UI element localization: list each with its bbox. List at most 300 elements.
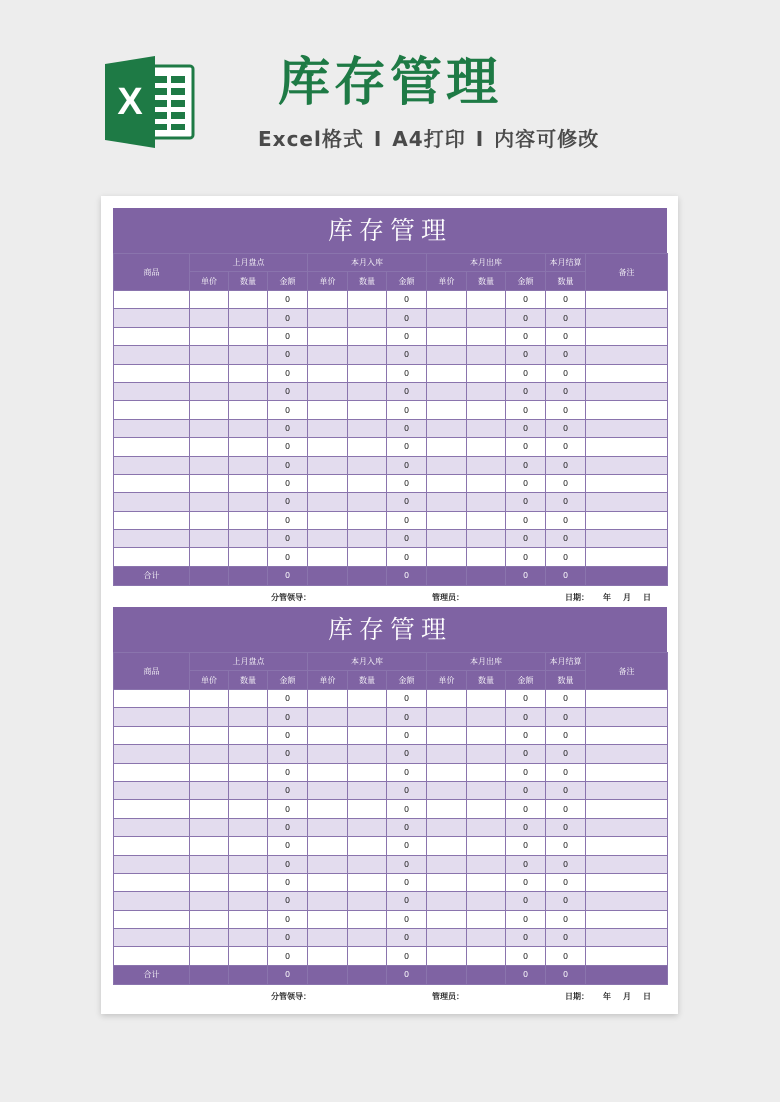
cell-amount[interactable]: 0 (387, 401, 427, 419)
cell-price[interactable] (427, 947, 467, 965)
cell-price[interactable] (427, 726, 467, 744)
cell-note[interactable] (586, 382, 668, 400)
cell-qty[interactable] (348, 910, 387, 928)
cell-amount[interactable]: 0 (268, 456, 308, 474)
cell-amount[interactable]: 0 (506, 438, 546, 456)
cell-amount[interactable]: 0 (268, 818, 308, 836)
cell-note[interactable] (586, 763, 668, 781)
cell-amount[interactable]: 0 (268, 548, 308, 566)
cell-price[interactable] (427, 401, 467, 419)
cell-qty[interactable] (467, 456, 506, 474)
cell-note[interactable] (586, 548, 668, 566)
cell-amount[interactable]: 0 (506, 763, 546, 781)
cell-note[interactable] (586, 364, 668, 382)
cell-price[interactable] (308, 690, 348, 708)
cell-amount[interactable]: 0 (506, 800, 546, 818)
cell-amount[interactable]: 0 (387, 781, 427, 799)
cell-product[interactable] (114, 530, 190, 548)
cell-note[interactable] (586, 947, 668, 965)
cell-price[interactable] (190, 474, 229, 492)
cell-qty[interactable]: 0 (546, 346, 586, 364)
cell-qty[interactable] (229, 346, 268, 364)
cell-note[interactable] (586, 419, 668, 437)
cell-qty[interactable]: 0 (546, 763, 586, 781)
cell-product[interactable] (114, 291, 190, 309)
cell-amount[interactable]: 0 (506, 947, 546, 965)
cell-qty[interactable] (229, 309, 268, 327)
cell-qty[interactable] (348, 947, 387, 965)
cell-note[interactable] (586, 892, 668, 910)
cell-price[interactable] (308, 511, 348, 529)
cell-amount[interactable]: 0 (268, 382, 308, 400)
cell-price[interactable] (308, 309, 348, 327)
cell-note[interactable] (586, 291, 668, 309)
cell-note[interactable] (586, 309, 668, 327)
cell-qty[interactable]: 0 (546, 401, 586, 419)
cell-qty[interactable] (229, 745, 268, 763)
cell-price[interactable] (190, 763, 229, 781)
cell-price[interactable] (190, 910, 229, 928)
cell-qty[interactable] (348, 873, 387, 891)
cell-qty[interactable] (348, 419, 387, 437)
cell-qty[interactable]: 0 (546, 382, 586, 400)
cell-product[interactable] (114, 873, 190, 891)
cell-price[interactable] (190, 548, 229, 566)
cell-qty[interactable]: 0 (546, 873, 586, 891)
cell-qty[interactable] (348, 690, 387, 708)
cell-amount[interactable]: 0 (268, 873, 308, 891)
cell-price[interactable] (308, 456, 348, 474)
cell-qty[interactable]: 0 (546, 745, 586, 763)
cell-qty[interactable] (467, 548, 506, 566)
cell-price[interactable] (190, 511, 229, 529)
cell-qty[interactable] (229, 763, 268, 781)
cell-qty[interactable] (467, 855, 506, 873)
cell-amount[interactable]: 0 (387, 892, 427, 910)
cell-amount[interactable]: 0 (268, 781, 308, 799)
cell-qty[interactable]: 0 (546, 947, 586, 965)
cell-price[interactable] (308, 818, 348, 836)
cell-qty[interactable] (229, 873, 268, 891)
cell-qty[interactable] (348, 474, 387, 492)
cell-amount[interactable]: 0 (268, 855, 308, 873)
cell-qty[interactable] (229, 837, 268, 855)
cell-price[interactable] (427, 690, 467, 708)
cell-product[interactable] (114, 763, 190, 781)
cell-qty[interactable] (467, 346, 506, 364)
cell-qty[interactable]: 0 (546, 493, 586, 511)
cell-amount[interactable]: 0 (387, 346, 427, 364)
cell-amount[interactable]: 0 (387, 493, 427, 511)
cell-qty[interactable] (467, 726, 506, 744)
cell-price[interactable] (308, 745, 348, 763)
cell-product[interactable] (114, 855, 190, 873)
cell-qty[interactable]: 0 (546, 511, 586, 529)
cell-price[interactable] (308, 763, 348, 781)
cell-product[interactable] (114, 929, 190, 947)
cell-note[interactable] (586, 493, 668, 511)
cell-qty[interactable]: 0 (546, 818, 586, 836)
cell-price[interactable] (308, 346, 348, 364)
cell-qty[interactable] (348, 763, 387, 781)
cell-qty[interactable] (229, 548, 268, 566)
cell-qty[interactable] (467, 892, 506, 910)
cell-qty[interactable] (229, 910, 268, 928)
cell-qty[interactable] (467, 438, 506, 456)
cell-price[interactable] (427, 309, 467, 327)
cell-amount[interactable]: 0 (387, 419, 427, 437)
cell-price[interactable] (308, 419, 348, 437)
cell-qty[interactable] (467, 511, 506, 529)
cell-amount[interactable]: 0 (506, 855, 546, 873)
cell-price[interactable] (427, 456, 467, 474)
cell-qty[interactable] (229, 401, 268, 419)
cell-qty[interactable]: 0 (546, 291, 586, 309)
cell-product[interactable] (114, 309, 190, 327)
cell-qty[interactable]: 0 (546, 530, 586, 548)
cell-note[interactable] (586, 726, 668, 744)
cell-amount[interactable]: 0 (387, 855, 427, 873)
cell-price[interactable] (190, 401, 229, 419)
cell-amount[interactable]: 0 (506, 818, 546, 836)
cell-price[interactable] (190, 873, 229, 891)
cell-price[interactable] (308, 382, 348, 400)
cell-amount[interactable]: 0 (268, 511, 308, 529)
cell-price[interactable] (427, 910, 467, 928)
cell-qty[interactable] (467, 837, 506, 855)
cell-amount[interactable]: 0 (506, 690, 546, 708)
cell-price[interactable] (190, 929, 229, 947)
cell-qty[interactable] (467, 493, 506, 511)
cell-product[interactable] (114, 438, 190, 456)
cell-qty[interactable] (467, 530, 506, 548)
cell-qty[interactable] (348, 327, 387, 345)
cell-amount[interactable]: 0 (506, 382, 546, 400)
cell-qty[interactable] (229, 327, 268, 345)
cell-price[interactable] (190, 419, 229, 437)
cell-price[interactable] (190, 690, 229, 708)
cell-price[interactable] (308, 873, 348, 891)
cell-qty[interactable]: 0 (546, 690, 586, 708)
cell-amount[interactable]: 0 (506, 511, 546, 529)
cell-product[interactable] (114, 726, 190, 744)
cell-qty[interactable] (467, 382, 506, 400)
cell-note[interactable] (586, 745, 668, 763)
cell-qty[interactable] (229, 382, 268, 400)
cell-qty[interactable]: 0 (546, 892, 586, 910)
cell-qty[interactable] (348, 929, 387, 947)
cell-qty[interactable]: 0 (546, 474, 586, 492)
cell-product[interactable] (114, 401, 190, 419)
cell-qty[interactable] (467, 309, 506, 327)
cell-product[interactable] (114, 910, 190, 928)
cell-price[interactable] (308, 291, 348, 309)
cell-amount[interactable]: 0 (506, 419, 546, 437)
cell-qty[interactable] (348, 291, 387, 309)
cell-amount[interactable]: 0 (506, 892, 546, 910)
cell-amount[interactable]: 0 (268, 947, 308, 965)
cell-amount[interactable]: 0 (506, 745, 546, 763)
cell-qty[interactable] (229, 511, 268, 529)
cell-price[interactable] (308, 947, 348, 965)
cell-price[interactable] (190, 291, 229, 309)
cell-qty[interactable] (348, 309, 387, 327)
cell-qty[interactable] (229, 438, 268, 456)
cell-price[interactable] (427, 548, 467, 566)
cell-qty[interactable] (229, 929, 268, 947)
cell-qty[interactable] (467, 910, 506, 928)
cell-price[interactable] (427, 855, 467, 873)
cell-qty[interactable] (229, 690, 268, 708)
cell-amount[interactable]: 0 (387, 708, 427, 726)
cell-amount[interactable]: 0 (387, 690, 427, 708)
cell-product[interactable] (114, 947, 190, 965)
cell-amount[interactable]: 0 (506, 726, 546, 744)
cell-qty[interactable] (348, 364, 387, 382)
cell-price[interactable] (190, 382, 229, 400)
cell-amount[interactable]: 0 (387, 873, 427, 891)
cell-amount[interactable]: 0 (506, 456, 546, 474)
cell-price[interactable] (427, 837, 467, 855)
cell-amount[interactable]: 0 (506, 327, 546, 345)
cell-qty[interactable] (229, 708, 268, 726)
cell-amount[interactable]: 0 (268, 837, 308, 855)
cell-amount[interactable]: 0 (268, 346, 308, 364)
cell-product[interactable] (114, 837, 190, 855)
cell-qty[interactable] (467, 401, 506, 419)
cell-price[interactable] (427, 474, 467, 492)
cell-note[interactable] (586, 346, 668, 364)
cell-price[interactable] (190, 456, 229, 474)
cell-price[interactable] (190, 892, 229, 910)
cell-price[interactable] (308, 781, 348, 799)
cell-amount[interactable]: 0 (387, 929, 427, 947)
cell-qty[interactable]: 0 (546, 910, 586, 928)
cell-price[interactable] (190, 800, 229, 818)
cell-price[interactable] (427, 530, 467, 548)
cell-amount[interactable]: 0 (268, 291, 308, 309)
cell-qty[interactable] (467, 929, 506, 947)
cell-note[interactable] (586, 530, 668, 548)
cell-price[interactable] (190, 530, 229, 548)
cell-amount[interactable]: 0 (268, 708, 308, 726)
cell-price[interactable] (190, 837, 229, 855)
cell-note[interactable] (586, 456, 668, 474)
cell-amount[interactable]: 0 (268, 474, 308, 492)
cell-price[interactable] (190, 309, 229, 327)
cell-price[interactable] (427, 493, 467, 511)
cell-qty[interactable] (348, 401, 387, 419)
cell-amount[interactable]: 0 (387, 530, 427, 548)
cell-qty[interactable] (348, 511, 387, 529)
cell-qty[interactable] (467, 327, 506, 345)
cell-note[interactable] (586, 837, 668, 855)
cell-product[interactable] (114, 818, 190, 836)
cell-amount[interactable]: 0 (268, 438, 308, 456)
cell-note[interactable] (586, 800, 668, 818)
cell-amount[interactable]: 0 (387, 837, 427, 855)
cell-amount[interactable]: 0 (387, 309, 427, 327)
cell-qty[interactable] (348, 745, 387, 763)
cell-price[interactable] (190, 327, 229, 345)
cell-amount[interactable]: 0 (387, 947, 427, 965)
cell-price[interactable] (427, 327, 467, 345)
cell-qty[interactable]: 0 (546, 726, 586, 744)
cell-amount[interactable]: 0 (268, 493, 308, 511)
cell-amount[interactable]: 0 (268, 745, 308, 763)
cell-price[interactable] (427, 873, 467, 891)
cell-product[interactable] (114, 690, 190, 708)
cell-price[interactable] (427, 419, 467, 437)
cell-amount[interactable]: 0 (268, 530, 308, 548)
cell-price[interactable] (427, 781, 467, 799)
cell-amount[interactable]: 0 (506, 837, 546, 855)
cell-qty[interactable] (229, 800, 268, 818)
cell-qty[interactable] (348, 456, 387, 474)
cell-qty[interactable]: 0 (546, 438, 586, 456)
cell-qty[interactable] (348, 855, 387, 873)
cell-amount[interactable]: 0 (387, 910, 427, 928)
cell-note[interactable] (586, 781, 668, 799)
cell-product[interactable] (114, 419, 190, 437)
cell-price[interactable] (308, 929, 348, 947)
cell-qty[interactable]: 0 (546, 327, 586, 345)
cell-note[interactable] (586, 474, 668, 492)
cell-qty[interactable] (348, 800, 387, 818)
cell-amount[interactable]: 0 (268, 929, 308, 947)
cell-price[interactable] (427, 892, 467, 910)
cell-qty[interactable] (229, 530, 268, 548)
cell-amount[interactable]: 0 (268, 800, 308, 818)
cell-price[interactable] (427, 382, 467, 400)
cell-price[interactable] (308, 327, 348, 345)
cell-price[interactable] (308, 855, 348, 873)
cell-qty[interactable] (467, 763, 506, 781)
cell-amount[interactable]: 0 (387, 818, 427, 836)
cell-qty[interactable]: 0 (546, 708, 586, 726)
cell-qty[interactable] (467, 690, 506, 708)
cell-price[interactable] (190, 726, 229, 744)
cell-qty[interactable]: 0 (546, 309, 586, 327)
cell-qty[interactable] (467, 364, 506, 382)
cell-note[interactable] (586, 910, 668, 928)
cell-qty[interactable] (229, 892, 268, 910)
cell-price[interactable] (308, 548, 348, 566)
cell-product[interactable] (114, 474, 190, 492)
cell-qty[interactable] (229, 419, 268, 437)
cell-qty[interactable]: 0 (546, 456, 586, 474)
cell-amount[interactable]: 0 (506, 291, 546, 309)
cell-amount[interactable]: 0 (268, 726, 308, 744)
cell-price[interactable] (308, 910, 348, 928)
cell-qty[interactable] (229, 456, 268, 474)
cell-qty[interactable]: 0 (546, 929, 586, 947)
cell-qty[interactable]: 0 (546, 855, 586, 873)
cell-qty[interactable] (229, 493, 268, 511)
cell-price[interactable] (427, 763, 467, 781)
cell-product[interactable] (114, 327, 190, 345)
cell-qty[interactable] (348, 346, 387, 364)
cell-note[interactable] (586, 401, 668, 419)
cell-qty[interactable] (467, 708, 506, 726)
cell-amount[interactable]: 0 (268, 892, 308, 910)
cell-qty[interactable] (348, 708, 387, 726)
cell-product[interactable] (114, 346, 190, 364)
cell-price[interactable] (427, 818, 467, 836)
cell-amount[interactable]: 0 (506, 309, 546, 327)
cell-amount[interactable]: 0 (387, 438, 427, 456)
cell-qty[interactable] (348, 837, 387, 855)
cell-qty[interactable] (229, 364, 268, 382)
cell-amount[interactable]: 0 (506, 474, 546, 492)
cell-qty[interactable] (467, 947, 506, 965)
cell-price[interactable] (308, 892, 348, 910)
cell-amount[interactable]: 0 (506, 708, 546, 726)
cell-price[interactable] (427, 364, 467, 382)
cell-note[interactable] (586, 855, 668, 873)
cell-product[interactable] (114, 781, 190, 799)
cell-qty[interactable] (467, 291, 506, 309)
cell-amount[interactable]: 0 (387, 382, 427, 400)
cell-product[interactable] (114, 800, 190, 818)
cell-qty[interactable] (467, 781, 506, 799)
cell-qty[interactable]: 0 (546, 781, 586, 799)
cell-amount[interactable]: 0 (387, 763, 427, 781)
cell-note[interactable] (586, 873, 668, 891)
cell-amount[interactable]: 0 (506, 548, 546, 566)
cell-amount[interactable]: 0 (387, 327, 427, 345)
cell-price[interactable] (427, 800, 467, 818)
cell-price[interactable] (427, 511, 467, 529)
cell-amount[interactable]: 0 (506, 346, 546, 364)
cell-amount[interactable]: 0 (268, 401, 308, 419)
cell-price[interactable] (308, 530, 348, 548)
cell-amount[interactable]: 0 (506, 493, 546, 511)
cell-price[interactable] (190, 438, 229, 456)
cell-price[interactable] (427, 745, 467, 763)
cell-qty[interactable] (229, 855, 268, 873)
cell-qty[interactable] (229, 726, 268, 744)
cell-qty[interactable] (467, 745, 506, 763)
cell-amount[interactable]: 0 (268, 309, 308, 327)
cell-price[interactable] (308, 800, 348, 818)
cell-price[interactable] (190, 364, 229, 382)
cell-qty[interactable] (348, 892, 387, 910)
cell-product[interactable] (114, 511, 190, 529)
cell-amount[interactable]: 0 (387, 474, 427, 492)
cell-qty[interactable]: 0 (546, 837, 586, 855)
cell-price[interactable] (427, 291, 467, 309)
cell-price[interactable] (308, 493, 348, 511)
cell-price[interactable] (190, 708, 229, 726)
cell-note[interactable] (586, 438, 668, 456)
cell-price[interactable] (190, 855, 229, 873)
cell-amount[interactable]: 0 (387, 726, 427, 744)
cell-amount[interactable]: 0 (506, 530, 546, 548)
cell-qty[interactable] (467, 818, 506, 836)
cell-price[interactable] (190, 781, 229, 799)
cell-amount[interactable]: 0 (387, 745, 427, 763)
cell-amount[interactable]: 0 (387, 291, 427, 309)
cell-amount[interactable]: 0 (268, 763, 308, 781)
cell-qty[interactable] (229, 818, 268, 836)
cell-price[interactable] (190, 947, 229, 965)
cell-qty[interactable]: 0 (546, 800, 586, 818)
cell-qty[interactable] (348, 818, 387, 836)
cell-amount[interactable]: 0 (506, 781, 546, 799)
cell-qty[interactable] (467, 419, 506, 437)
cell-amount[interactable]: 0 (387, 456, 427, 474)
